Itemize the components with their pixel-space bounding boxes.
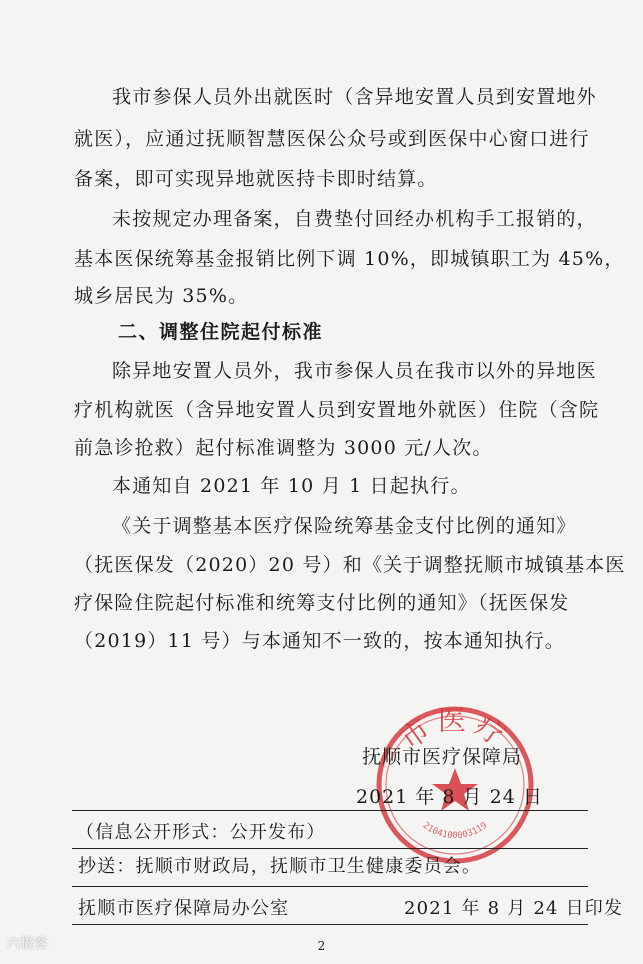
page-number: 2 — [317, 939, 326, 953]
issuer-name: 抚顺市医疗保障局 — [362, 746, 523, 768]
seal-text: 市医疗 — [394, 704, 516, 756]
divider — [72, 886, 588, 887]
seal-serial: 2104100003119 — [420, 820, 490, 842]
paragraph-line: 疗保险住院起付标准和统筹支付比例的通知》（抚医保发 — [74, 592, 570, 614]
paragraph-line: 我市参保人员外出就医时（含异地安置人员到安置地外 — [112, 86, 597, 108]
divider — [72, 848, 588, 849]
cc-line: 抄送：抚顺市财政局，抚顺市卫生健康委员会。 — [78, 856, 482, 877]
issue-date: 2021 年 8 月 24 日 — [356, 786, 543, 808]
paragraph-line: 《关于调整基本医疗保险统筹基金支付比例的通知》 — [112, 515, 577, 537]
svg-text:2104100003119 — [421, 821, 490, 842]
paragraph-line: 除异地安置人员外，我市参保人员在我市以外的异地医 — [112, 360, 597, 382]
paragraph-line: 就医），应通过抚顺智慧医保公众号或到医保中心窗口进行 — [74, 128, 590, 150]
paragraph-line: 未按规定办理备案，自费垫付回经办机构手工报销的， — [112, 208, 597, 230]
paragraph-line: 前急诊抢救）起付标准调整为 3000 元/人次。 — [74, 437, 493, 459]
paragraph-line: 备案，即可实现异地就医持卡即时结算。 — [74, 168, 438, 190]
paragraph-line: （2019）11 号）与本通知不一致的，按本通知执行。 — [74, 630, 565, 652]
footer-office: 抚顺市医疗保障局办公室 — [78, 898, 290, 919]
paragraph-line: 本通知自 2021 年 10 月 1 日起执行。 — [112, 475, 471, 497]
paragraph-line: （抚医保发（2020）20 号）和《关于调整抚顺市城镇基本医 — [74, 554, 626, 576]
paragraph-line: 基本医保统筹基金报销比例下调 10%，即城镇职工为 45%， — [74, 248, 625, 270]
disclosure-form: （信息公开形式：公开发布） — [76, 822, 326, 843]
divider — [72, 810, 588, 811]
section-heading: 二、调整住院起付标准 — [118, 321, 324, 343]
paragraph-line: 城乡居民为 35%。 — [74, 285, 249, 307]
footer-print-date: 2021 年 8 月 24 日印发 — [404, 898, 624, 919]
divider — [72, 924, 588, 925]
paragraph-line: 疗机构就医（含异地安置人员到安置地外就医）住院（含院 — [74, 399, 600, 421]
watermark: 六极客 — [6, 936, 48, 952]
